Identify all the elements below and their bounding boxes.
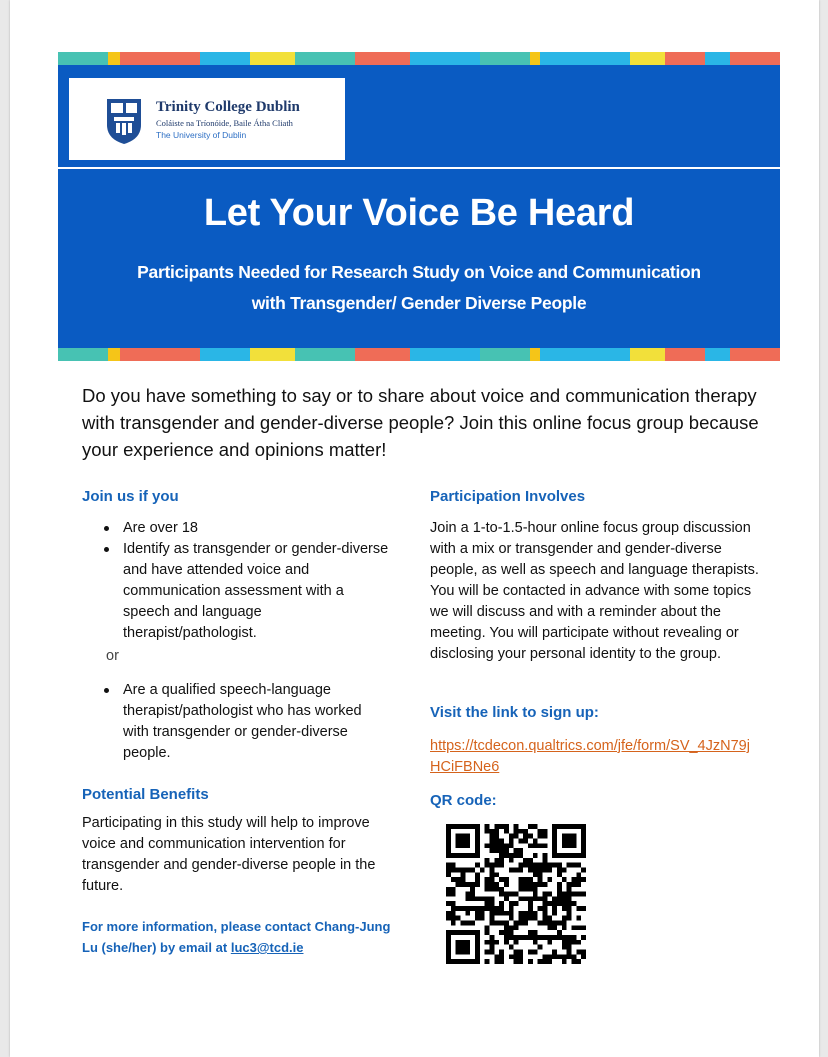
contact-info [82,916,402,958]
list-item: Are over 18 [100,518,390,539]
list-item: Are a qualified speech-language therapist/pathologist who has worked with transgender or gender-diverse people. [100,680,390,764]
join-criteria-list-alt [100,680,390,764]
contact-email-link[interactable]: luc3@tcd.ie [230,940,304,955]
stripe-segment [200,348,250,361]
stripe-segment [250,348,295,361]
stripe-segment [530,348,540,361]
stripe-segment [730,348,780,361]
stripe-segment [730,52,780,65]
or-separator: or [106,648,119,664]
stripe-segment [665,348,705,361]
signup-link-wrap [430,736,760,778]
join-heading: Join us if you [82,488,179,505]
stripe-segment [120,348,200,361]
tcd-crest-icon [105,97,143,145]
stripe-segment [410,52,480,65]
benefits-heading: Potential Benefits [82,786,209,803]
subtitle-line-1: Participants Needed for Research Study on Voice and Communication [137,262,701,282]
stripe-segment [540,348,630,361]
stripe-segment [630,348,665,361]
page-subtitle [58,257,780,319]
benefits-text: Participating in this study will help to improve voice and communication intervention for transgender and gender-diverse people in the future. [82,815,376,894]
stripe-segment [200,52,250,65]
stripe-segment [705,348,730,361]
stripe-segment [295,348,355,361]
page-title: Let Your Voice Be Heard [203,192,635,234]
stripe-segment [630,52,665,65]
contact-text: For more information, please contact Chang-Jung Lu (she/her) by email at [82,919,391,955]
tcd-logo [69,78,345,160]
stripe-segment [120,52,200,65]
intro-paragraph: Do you have something to say or to share about voice and communication therapy with transgender and gender-diverse people? Join this online focus group because your experience and opinions matter! [82,385,759,460]
color-stripe-top [58,52,780,65]
stripe-segment [540,52,630,65]
stripe-segment [705,52,730,65]
stripe-segment [108,348,120,361]
join-criteria-list [100,518,390,644]
stripe-segment [295,52,355,65]
stripe-segment [58,348,108,361]
header-banner [58,52,780,361]
banner-divider [58,167,780,169]
stripe-segment [355,348,410,361]
signup-heading: Visit the link to sign up: [430,704,599,721]
logo-university: The University of Dublin [156,130,247,140]
stripe-segment [108,52,120,65]
logo-name: Trinity College Dublin [156,99,300,115]
stripe-segment [665,52,705,65]
qr-heading: QR code: [430,792,497,809]
stripe-segment [480,348,530,361]
participation-text: Join a 1-to-1.5-hour online focus group discussion with a mix or transgender and gender-diverse people, as well as speech and language therapists. You will be contacted in advance with some topics we will discuss and with a reminder about the meeting. You will participate without revealing or disclosing your personal identity to the group. [430,520,759,662]
color-stripe-bottom [58,348,780,361]
stripe-segment [480,52,530,65]
stripe-segment [355,52,410,65]
qr-code-icon[interactable] [442,824,590,964]
stripe-segment [530,52,540,65]
flyer-page [10,0,819,1057]
signup-link[interactable]: https://tcdecon.qualtrics.com/jfe/form/SV_4JzN79jHCiFBNe6 [430,738,750,775]
subtitle-line-2: with Transgender/ Gender Diverse People [251,293,587,313]
stripe-segment [58,52,108,65]
logo-irish-name: Coláiste na Tríonóide, Baile Átha Cliath [156,118,293,128]
participation-heading: Participation Involves [430,488,586,505]
stripe-segment [250,52,295,65]
stripe-segment [410,348,480,361]
list-item: Identify as transgender or gender-diverse and have attended voice and communication assessment with a speech and language therapist/pathologist. [100,539,390,644]
